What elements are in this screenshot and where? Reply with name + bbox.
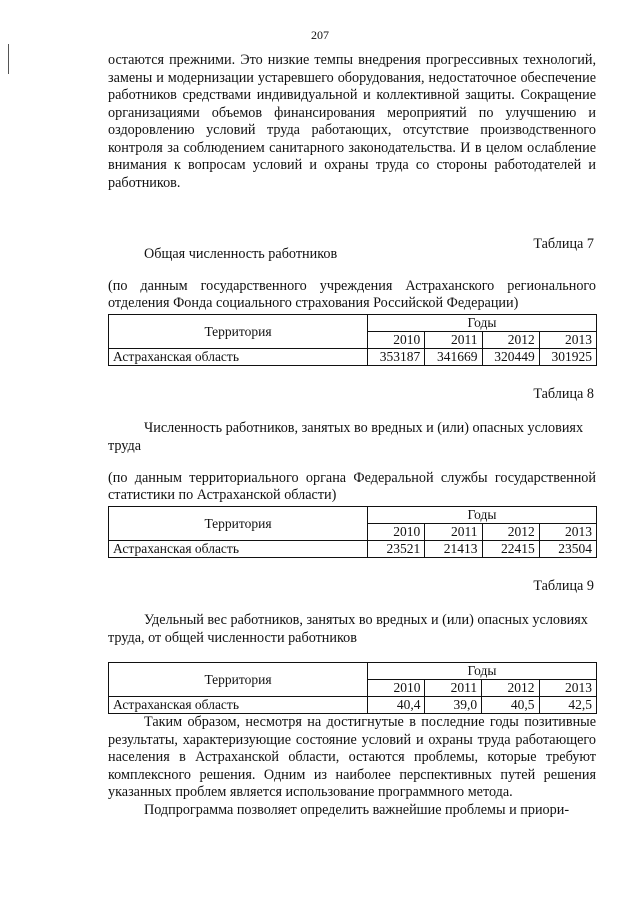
page-number: 207 [311,28,329,42]
header-territory: Территория [109,663,368,697]
value-cell: 23504 [539,541,596,558]
paragraph-continuation: остаются прежними. Это низкие темпы внедрения прогрессивных технологий, замены и модернизации устаревшего оборудования, недостаточное обеспечение работников средствами индивидуальной и коллективной защиты. Сокращение организациями объемов финансирования мероприятий по улучшению и оздоровлению условий труда работающих, отсутствие производственного контроля за соблюдением санитарного законодательства. И в целом ослабление внимания к вопросам условий и охраны труда со стороны работодателей и работников. [108,52,596,191]
row-label: Астраханская область [109,541,368,558]
table-8-source: (по данным территориального органа Федеральной службы государственной статистики по Астраханской области) [108,470,596,503]
value-cell: 40,4 [368,697,425,714]
row-label: Астраханская область [109,349,368,366]
table-9 [108,662,597,714]
header-territory: Территория [109,315,368,349]
year-cell: 2010 [368,680,425,697]
table-7-title: Общая численность работников [144,246,338,262]
row-label: Астраханская область [109,697,368,714]
year-cell: 2013 [539,332,596,349]
header-territory: Территория [109,507,368,541]
year-cell: 2012 [482,524,539,541]
table-7-source: (по данным государственного учреждения Астраханского регионального отделения Фонда социального страхования Российской Федерации) [108,278,596,311]
header-years: Годы [368,663,597,680]
year-cell: 2011 [425,332,482,349]
value-cell: 301925 [539,349,596,366]
table-8-label: Таблица 8 [533,386,594,402]
table-9-label: Таблица 9 [533,578,594,594]
value-cell: 353187 [368,349,425,366]
table-8-title: Численность работников, занятых во вредных и (или) опасных условиях труда [108,420,584,454]
year-cell: 2012 [482,680,539,697]
table-7 [108,314,597,366]
value-cell: 341669 [425,349,482,366]
value-cell: 21413 [425,541,482,558]
value-cell: 42,5 [539,697,596,714]
year-cell: 2013 [539,680,596,697]
margin-mark [8,44,9,74]
year-cell: 2013 [539,524,596,541]
table-9-title: Удельный вес работников, занятых во вредных и (или) опасных условиях труда, от общей численности работников [108,612,588,646]
paragraph-conclusion: Таким образом, несмотря на достигнутые в последние годы позитивные результаты, характеризующие состояние условий и охраны труда работающего населения в Астраханской области, остаются проблемы, которые требуют комплексного решения. Одним из наиболее перспективных путей решения указанных проблем является использование программного метода. [108,714,596,800]
header-years: Годы [368,315,597,332]
table-8 [108,506,597,558]
year-cell: 2011 [425,524,482,541]
value-cell: 23521 [368,541,425,558]
header-years: Годы [368,507,597,524]
year-cell: 2010 [368,332,425,349]
value-cell: 22415 [482,541,539,558]
year-cell: 2011 [425,680,482,697]
value-cell: 320449 [482,349,539,366]
paragraph-subprogram: Подпрограмма позволяет определить важнейшие проблемы и приори- [144,802,570,818]
year-cell: 2012 [482,332,539,349]
year-cell: 2010 [368,524,425,541]
table-7-label: Таблица 7 [533,236,594,252]
value-cell: 39,0 [425,697,482,714]
value-cell: 40,5 [482,697,539,714]
